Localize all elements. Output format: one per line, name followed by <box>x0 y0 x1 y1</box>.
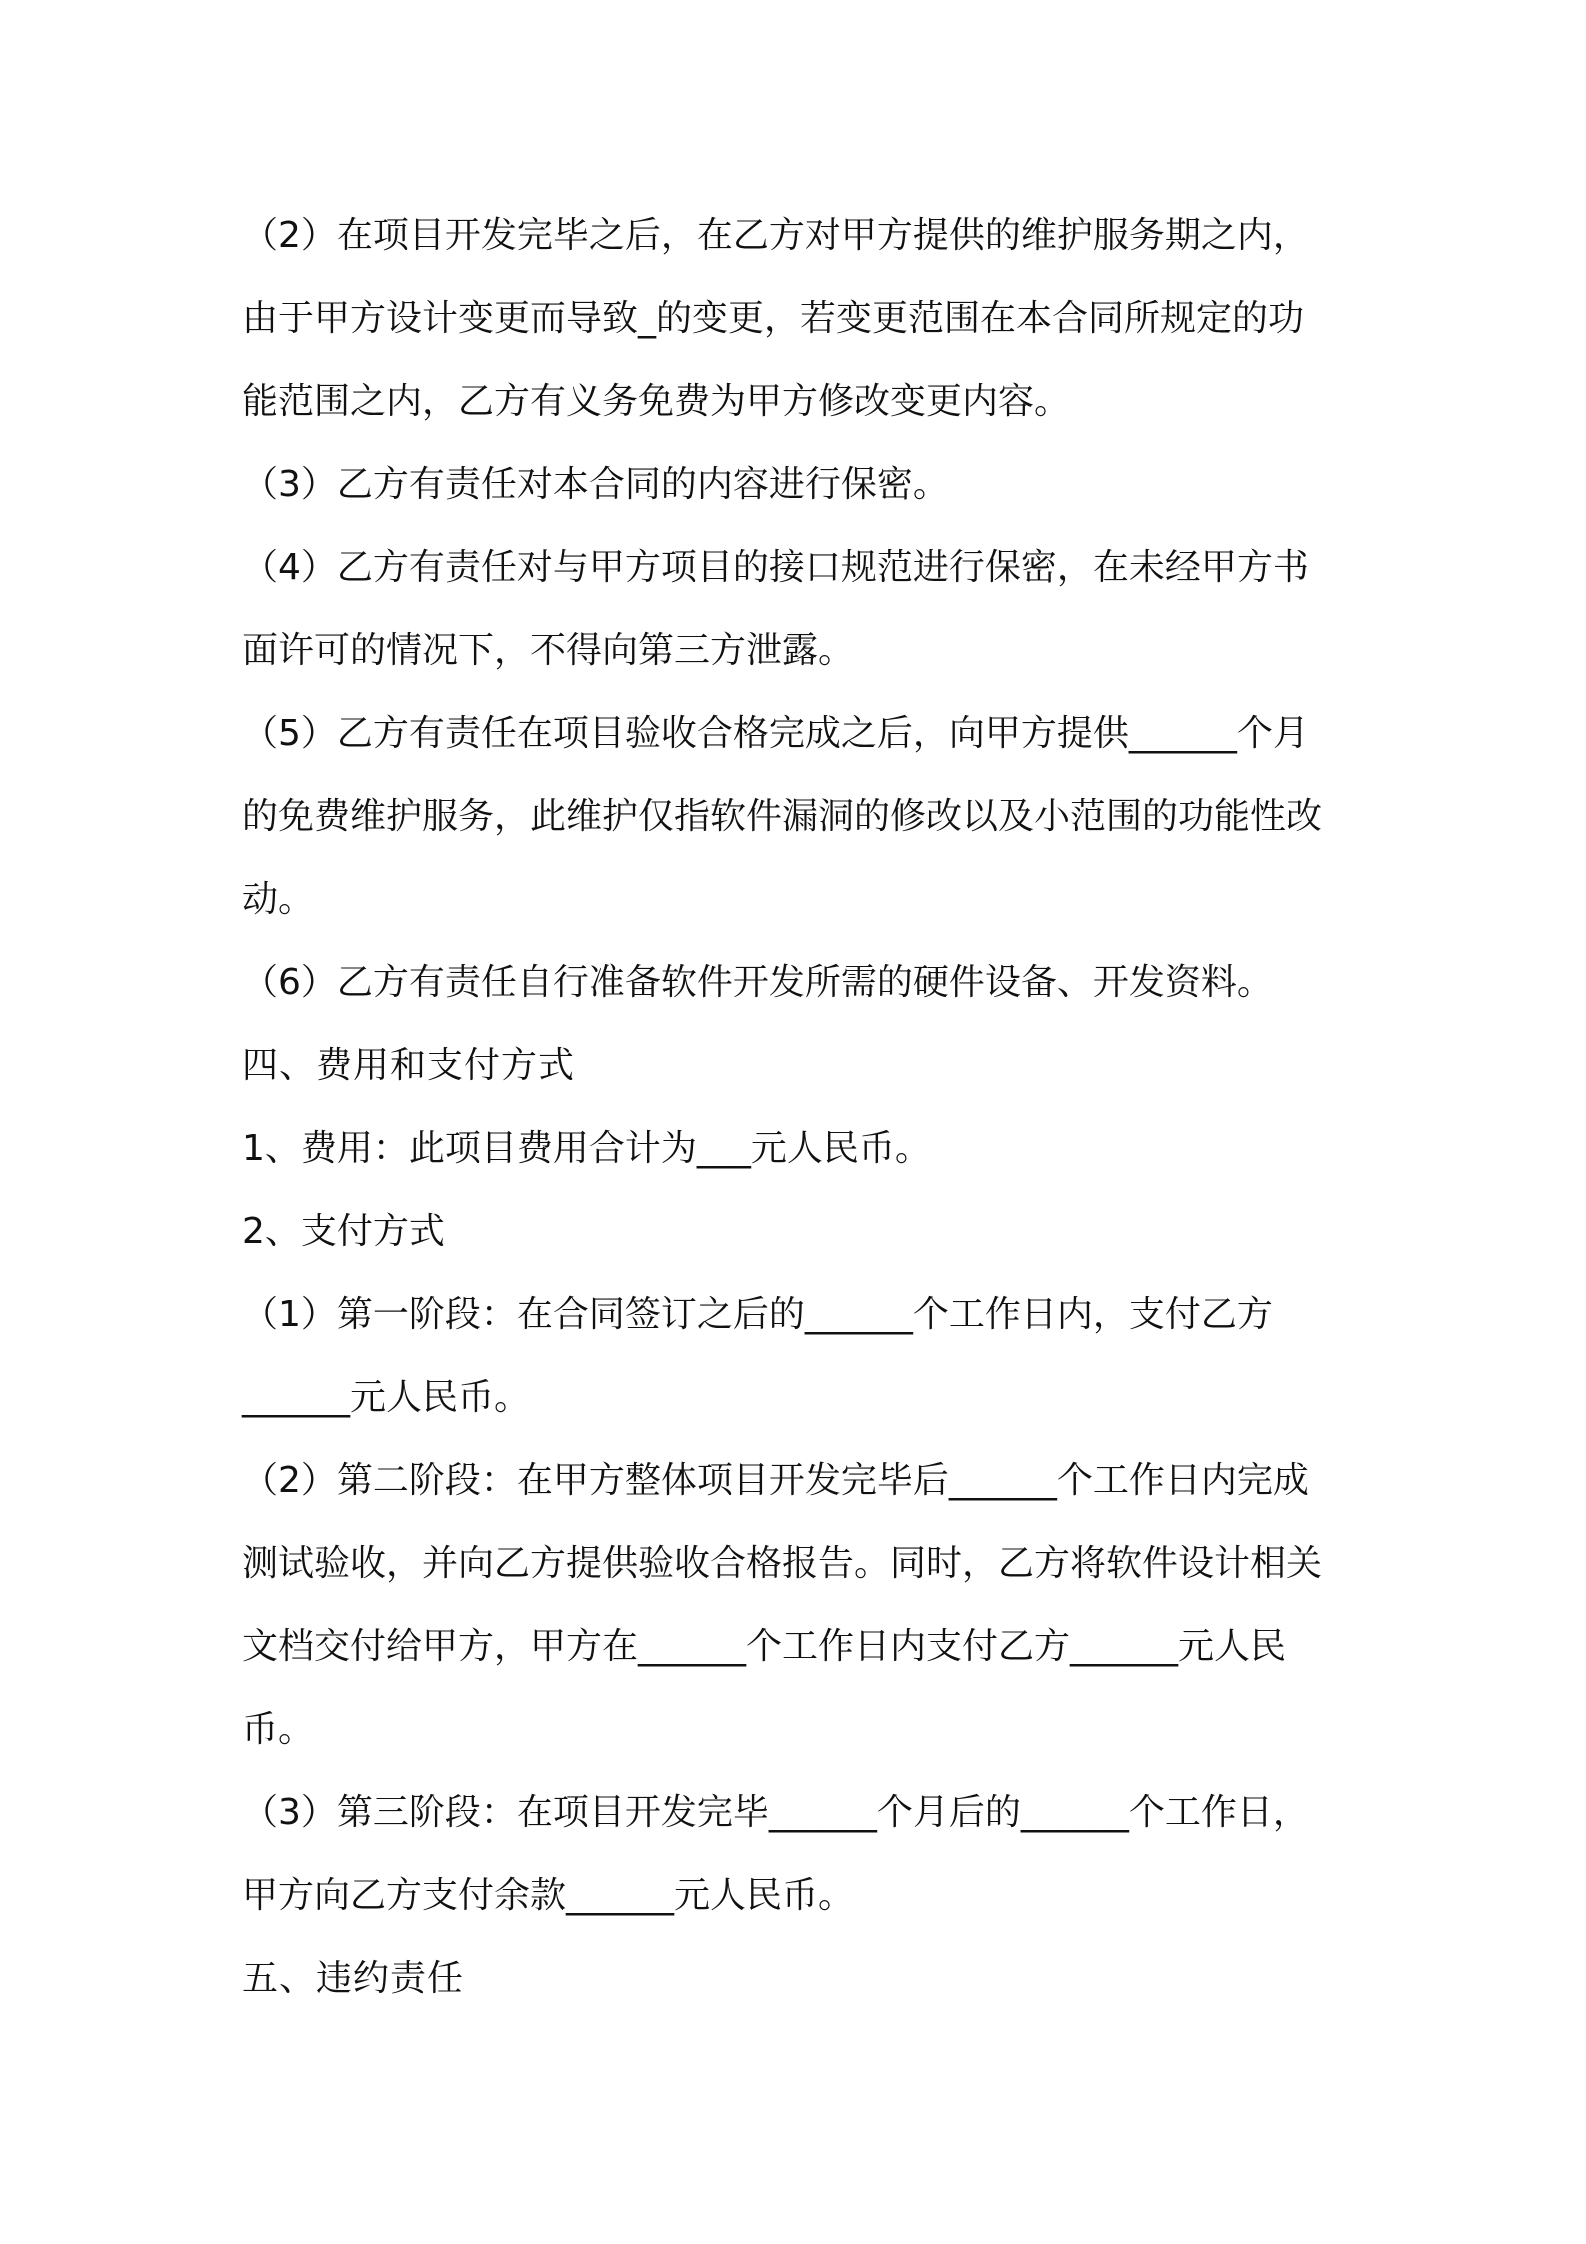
document-body <box>242 194 1362 2020</box>
section-heading: 五、违约责任 <box>242 1958 465 1999</box>
text-line: （2）第二阶段：在甲方整体项目开发完毕后______个工作日内完成 <box>242 1460 1309 1501</box>
text-line: （1）第一阶段：在合同签订之后的______个工作日内，支付乙方 <box>242 1294 1273 1335</box>
paragraph-stage-one <box>242 1273 1362 1439</box>
text-line: 能范围之内，乙方有义务免费为甲方修改变更内容。 <box>242 381 1071 422</box>
paragraph-stage-two <box>242 1439 1362 1771</box>
text-line: 甲方向乙方支付余款______元人民币。 <box>242 1875 855 1916</box>
paragraph-free-maintenance <box>242 692 1362 941</box>
text-line: 测试验收，并向乙方提供验收合格报告。同时，乙方将软件设计相关 <box>242 1543 1323 1584</box>
paragraph-payment-method <box>242 1190 1362 1273</box>
text-line: 由于甲方设计变更而导致_的变更，若变更范围在本合同所规定的功 <box>242 298 1305 339</box>
paragraph-fee-total <box>242 1107 1362 1190</box>
text-line: 动。 <box>242 879 315 920</box>
text-line: （6）乙方有责任自行准备软件开发所需的硬件设备、开发资料。 <box>242 962 1273 1003</box>
section-heading-breach <box>242 1937 1362 2020</box>
text-line: 币。 <box>242 1709 315 1750</box>
text-line: 2、支付方式 <box>242 1211 445 1252</box>
paragraph-hardware-prep <box>242 941 1362 1024</box>
paragraph-confidentiality <box>242 443 1362 526</box>
paragraph-interface-confidentiality <box>242 526 1362 692</box>
paragraph-maintenance-change <box>242 194 1362 443</box>
text-line: （3）第三阶段：在项目开发完毕______个月后的______个工作日， <box>242 1792 1309 1833</box>
text-line: （4）乙方有责任对与甲方项目的接口规范进行保密，在未经甲方书 <box>242 547 1309 588</box>
text-line: 面许可的情况下，不得向第三方泄露。 <box>242 630 855 671</box>
text-line: （5）乙方有责任在项目验收合格完成之后，向甲方提供______个月 <box>242 713 1309 754</box>
paragraph-stage-three <box>242 1771 1362 1937</box>
text-line: ______元人民币。 <box>242 1377 531 1418</box>
text-line: （3）乙方有责任对本合同的内容进行保密。 <box>242 464 949 505</box>
section-heading-fees <box>242 1024 1362 1107</box>
text-line: 的免费维护服务，此维护仅指软件漏洞的修改以及小范围的功能性改 <box>242 796 1323 837</box>
text-line: （2）在项目开发完毕之后，在乙方对甲方提供的维护服务期之内， <box>242 215 1309 256</box>
section-heading: 四、费用和支付方式 <box>242 1045 576 1086</box>
text-line: 文档交付给甲方，甲方在______个工作日内支付乙方______元人民 <box>242 1626 1287 1667</box>
text-line: 1、费用：此项目费用合计为___元人民币。 <box>242 1128 931 1169</box>
